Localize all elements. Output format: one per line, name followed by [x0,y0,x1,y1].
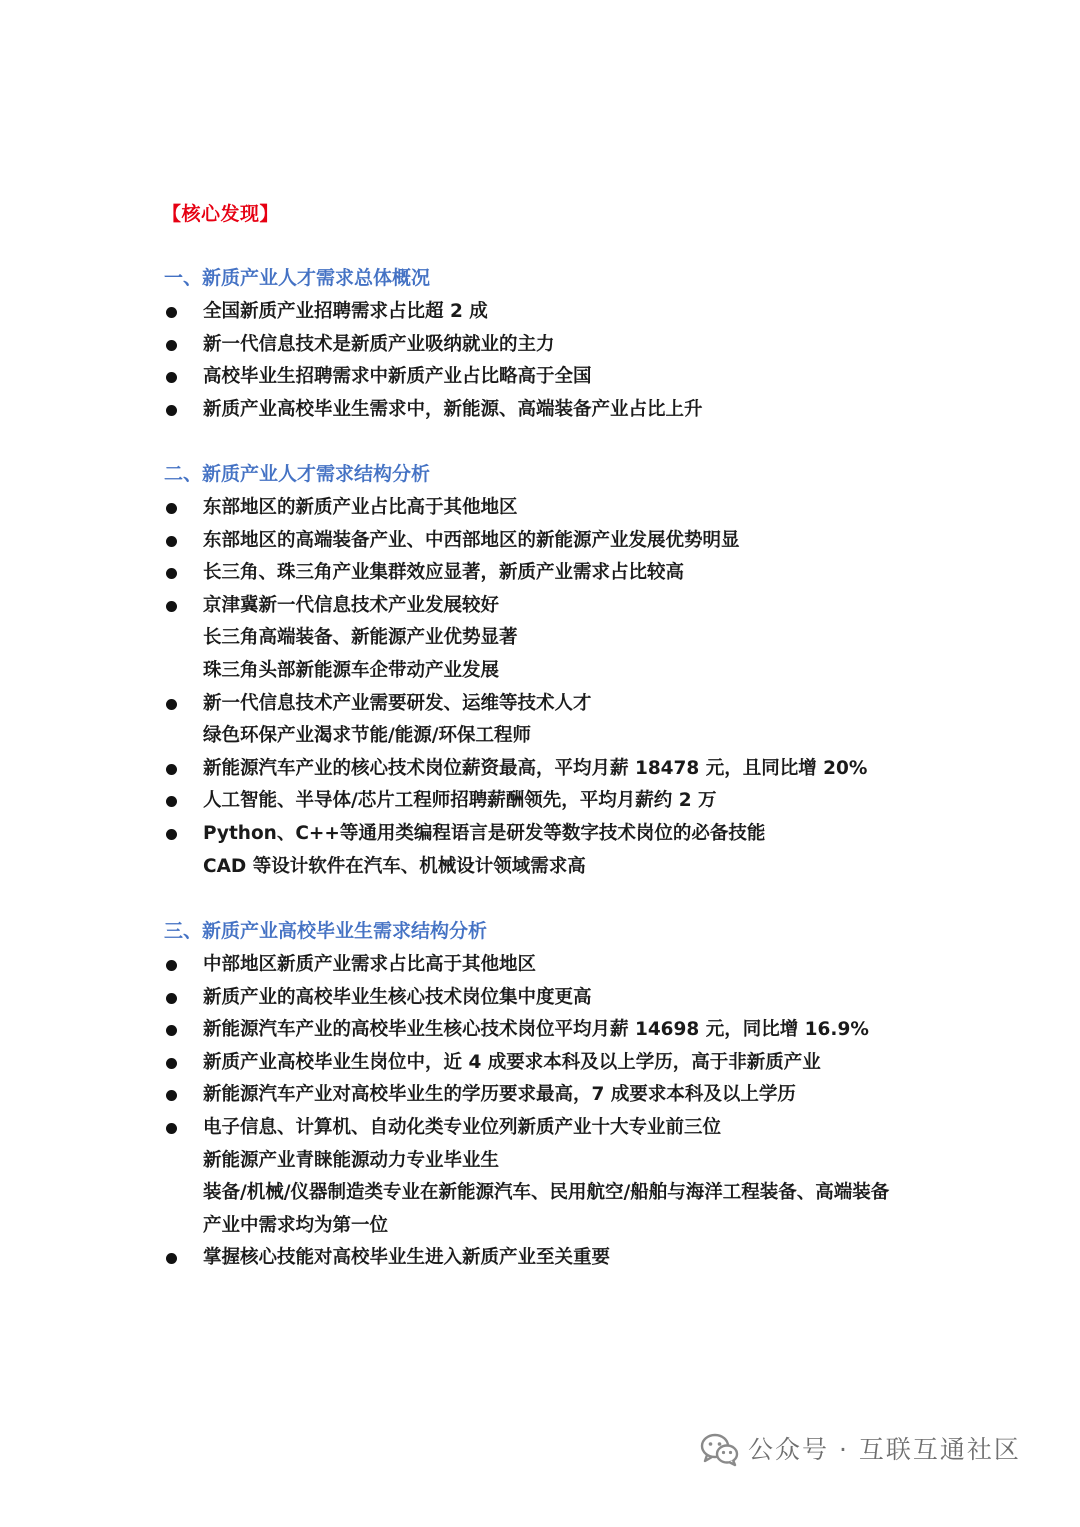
section-title: 三、新质产业高校毕业生需求结构分析 [164,920,488,942]
list-item-text: 新质产业的高校毕业生核心技术岗位集中度更高 [203,986,592,1008]
list-item-text: 全国新质产业招聘需求占比超 2 成 [203,301,488,322]
bullet-icon [166,699,177,710]
list-item [0,688,1080,753]
section-title: 一、新质产业人才需求总体概况 [164,267,431,289]
bullet-list [0,296,1080,426]
bullet-icon [166,372,177,383]
list-item-text: 装备/机械/仪器制造类专业在新能源汽车、民用航空/船舶与海洋工程装备、高端装备 [203,1182,890,1204]
core-findings-heading: 【核心发现】 [162,203,280,225]
list-item-text: 新能源汽车产业的高校毕业生核心技术岗位平均月薪 14698 元，同比增 16.9% [203,1019,869,1041]
list-item-text: 中部地区新质产业需求占比高于其他地区 [203,954,537,975]
list-item-text: 人工智能、半导体/芯片工程师招聘薪酬领先，平均月薪约 2 万 [203,790,717,812]
section-title: 二、新质产业人才需求结构分析 [164,463,431,485]
list-item [0,557,1080,590]
list-item-text: 长三角高端装备、新能源产业优势显著 [203,627,518,649]
list-item [0,1079,1080,1112]
list-item [0,394,1080,427]
list-item-text: CAD 等设计软件在汽车、机械设计领域需求高 [203,855,586,877]
list-item [0,818,1080,883]
list-item-text: 新一代信息技术是新质产业吸纳就业的主力 [203,333,555,355]
bullet-icon [166,764,177,775]
bullet-icon [166,993,177,1004]
list-item-text: 珠三角头部新能源车企带动产业发展 [203,659,500,681]
list-item-text: 新能源汽车产业的核心技术岗位薪资最高，平均月薪 18478 元，且同比增 20% [203,757,868,779]
bullet-icon [166,829,177,840]
list-item [0,1242,1080,1275]
footer-account-name: 公众号 · 互联互通社区 [748,1435,1021,1464]
list-item [0,492,1080,525]
list-item [0,982,1080,1015]
list-item-text: 新一代信息技术产业需要研发、运维等技术人才 [203,692,592,714]
list-item [0,1047,1080,1080]
list-item [0,361,1080,394]
bullet-list [0,949,1080,1275]
bullet-icon [166,1253,177,1264]
footer-watermark [700,1430,1021,1470]
list-item-text: 产业中需求均为第一位 [203,1214,389,1236]
list-item-text: 绿色环保产业渴求节能/能源/环保工程师 [203,725,532,747]
list-item [0,785,1080,818]
list-item [0,1014,1080,1047]
list-item-text: 新质产业高校毕业生需求中，新能源、高端装备产业占比上升 [203,398,703,420]
list-item-text: 新能源产业青睐能源动力专业毕业生 [203,1149,500,1171]
bullet-icon [166,1090,177,1101]
bullet-icon [166,601,177,612]
list-item-text: 京津冀新一代信息技术产业发展较好 [203,594,500,616]
bullet-icon [166,340,177,351]
list-item-text: 高校毕业生招聘需求中新质产业占比略高于全国 [203,366,592,388]
bullet-icon [166,1025,177,1036]
list-item-text: 新能源汽车产业对高校毕业生的学历要求最高，7 成要求本科及以上学历 [203,1084,796,1106]
bullet-icon [166,503,177,514]
bullet-icon [166,405,177,416]
bullet-icon [166,960,177,971]
list-item-text: 长三角、珠三角产业集群效应显著，新质产业需求占比较高 [203,562,685,584]
list-item [0,525,1080,558]
list-item-text: 掌握核心技能对高校毕业生进入新质产业至关重要 [203,1247,611,1269]
bullet-icon [166,796,177,807]
list-item [0,296,1080,329]
list-item [0,329,1080,362]
list-item-text: 东部地区的高端装备产业、中西部地区的新能源产业发展优势明显 [203,529,740,551]
list-item-text: 电子信息、计算机、自动化类专业位列新质产业十大专业前三位 [203,1116,722,1138]
bullet-icon [166,1058,177,1069]
list-item-text: 新质产业高校毕业生岗位中，近 4 成要求本科及以上学历，高于非新质产业 [203,1051,821,1073]
list-item [0,1112,1080,1242]
list-item-text: Python、C++等通用类编程语言是研发等数字技术岗位的必备技能 [203,822,766,844]
list-item [0,753,1080,786]
bullet-icon [166,307,177,318]
bullet-icon [166,568,177,579]
bullet-list [0,492,1080,883]
list-item-text: 东部地区的新质产业占比高于其他地区 [203,497,518,518]
bullet-icon [166,1123,177,1134]
bullet-icon [166,536,177,547]
list-item [0,590,1080,688]
wechat-icon [700,1433,740,1467]
list-item [0,949,1080,982]
